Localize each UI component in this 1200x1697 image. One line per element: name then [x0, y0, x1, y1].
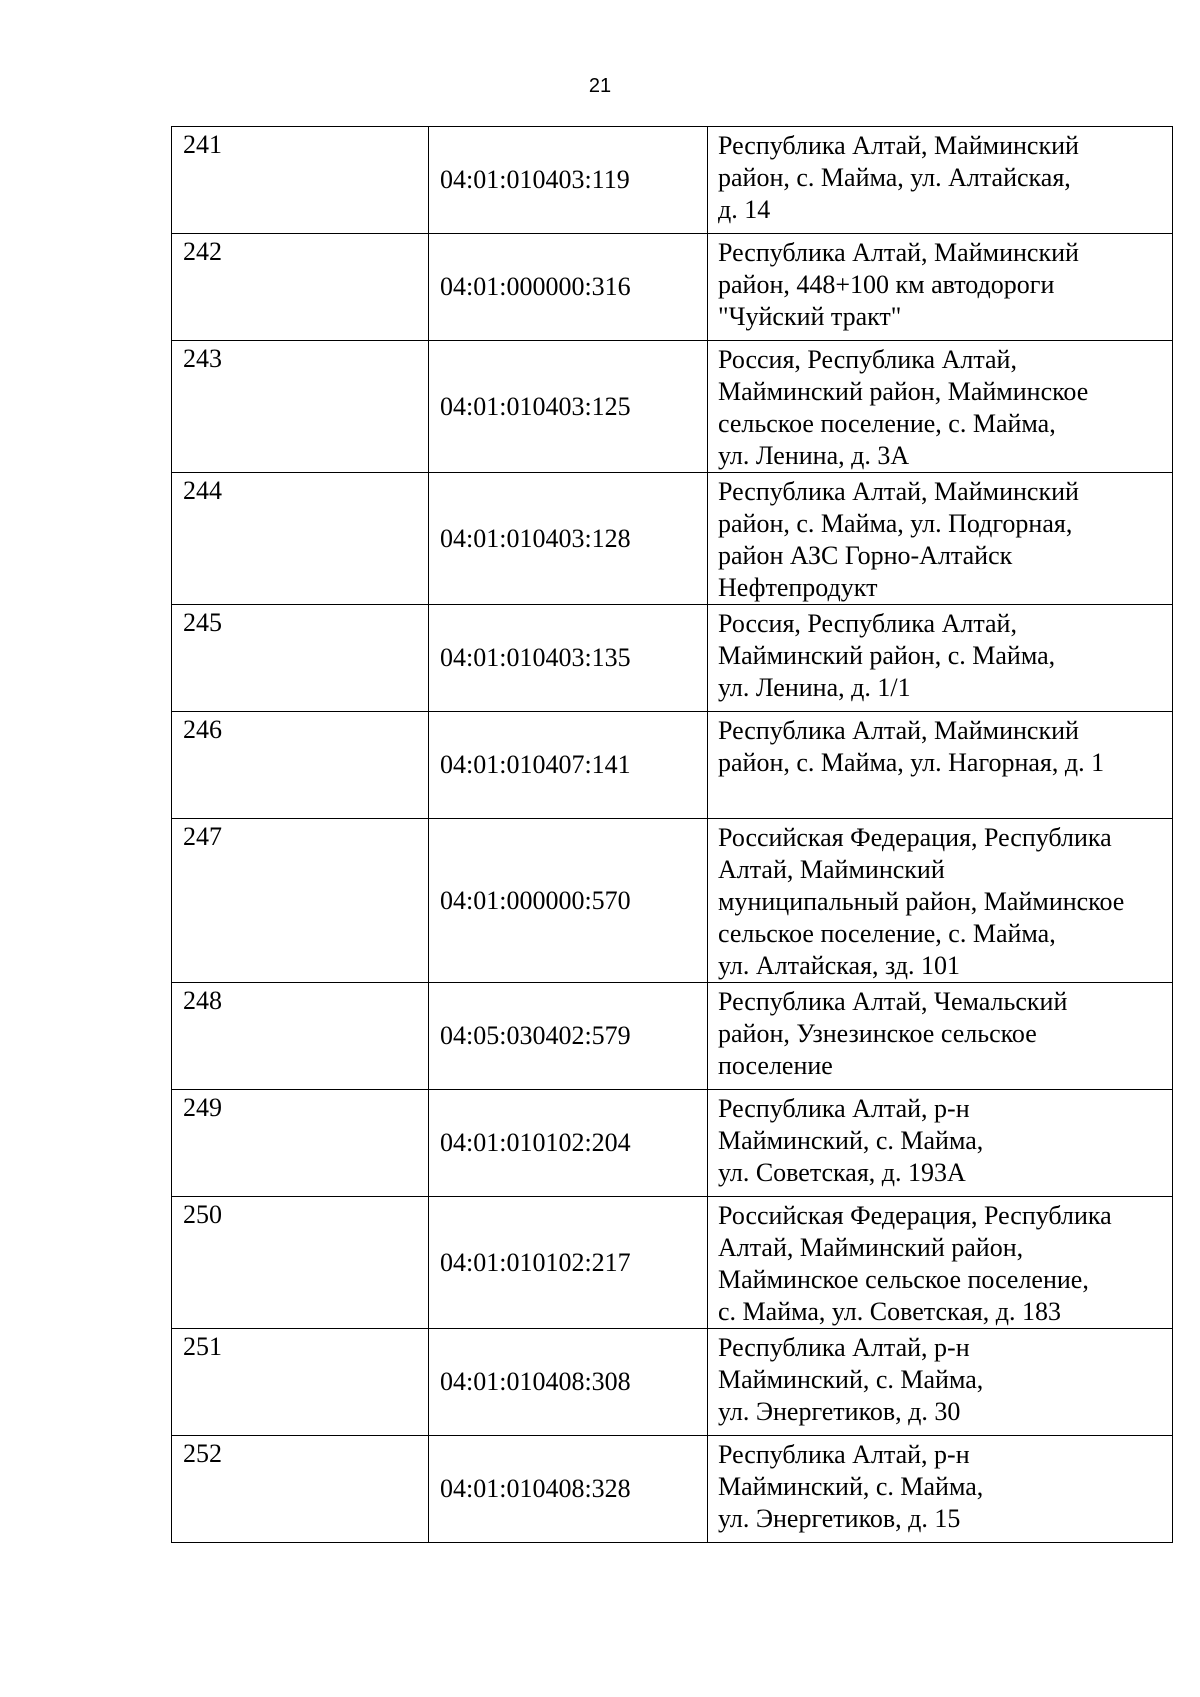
- address-cell: [708, 1436, 1173, 1543]
- address-cell: [708, 127, 1173, 234]
- row-number: 246: [183, 715, 222, 744]
- table-row: [172, 605, 1173, 712]
- address-line: Республика Алтай, Майминский: [718, 477, 1079, 506]
- address-line: ул. Ленина, д. 1/1: [718, 673, 911, 702]
- address-line: район, с. Майма, ул. Алтайская,: [718, 163, 1071, 192]
- row-number: 242: [183, 237, 222, 266]
- address-line: Алтай, Майминский район,: [718, 1233, 1024, 1262]
- row-number: 243: [183, 344, 222, 373]
- address-line: Россия, Республика Алтай,: [718, 609, 1017, 638]
- address-line: ул. Энергетиков, д. 30: [718, 1397, 961, 1426]
- address-cell: [708, 605, 1173, 712]
- address-line: Майминский, с. Майма,: [718, 1126, 984, 1155]
- cadastral-number: 04:01:010408:328: [429, 1436, 708, 1543]
- cadastral-number: 04:01:010102:217: [429, 1197, 708, 1329]
- address-line: Республика Алтай, р-н: [718, 1333, 970, 1362]
- address-line: Майминский район, с. Майма,: [718, 641, 1056, 670]
- address-line: с. Майма, ул. Советская, д. 183: [718, 1297, 1061, 1326]
- address-line: Республика Алтай, Майминский: [718, 716, 1079, 745]
- table-row: [172, 473, 1173, 605]
- address-cell: [708, 1329, 1173, 1436]
- table-row: [172, 1436, 1173, 1543]
- address-line: ул. Ленина, д. 3А: [718, 441, 910, 470]
- address-line: ул. Советская, д. 193А: [718, 1158, 966, 1187]
- row-number-cell: [172, 473, 429, 605]
- table-row: [172, 819, 1173, 983]
- cadastral-number: 04:01:010102:204: [429, 1090, 708, 1197]
- table-row: [172, 1090, 1173, 1197]
- address-line: Республика Алтай, Чемальский: [718, 987, 1068, 1016]
- row-number-cell: [172, 712, 429, 819]
- address-line: ул. Алтайская, зд. 101: [718, 951, 961, 980]
- address-line: район, Узнезинское сельское: [718, 1019, 1037, 1048]
- address-line: Майминский, с. Майма,: [718, 1365, 984, 1394]
- address-line: район, 448+100 км автодороги: [718, 270, 1055, 299]
- address-line: Республика Алтай, Майминский: [718, 238, 1079, 267]
- row-number: 252: [183, 1439, 222, 1468]
- table-row: [172, 127, 1173, 234]
- row-number-cell: [172, 234, 429, 341]
- cadastral-number: 04:01:000000:316: [429, 234, 708, 341]
- address-cell: [708, 712, 1173, 819]
- cadastral-number: 04:01:010403:135: [429, 605, 708, 712]
- table-row: [172, 712, 1173, 819]
- address-cell: [708, 1090, 1173, 1197]
- row-number-cell: [172, 605, 429, 712]
- page-number: 21: [588, 75, 612, 97]
- address-line: Майминский, с. Майма,: [718, 1472, 984, 1501]
- address-cell: [708, 819, 1173, 983]
- row-number: 247: [183, 822, 222, 851]
- row-number-cell: [172, 1090, 429, 1197]
- land-plot-table: [171, 126, 1173, 1543]
- address-line: "Чуйский тракт": [718, 302, 902, 331]
- address-line: Майминский район, Майминское: [718, 377, 1089, 406]
- cadastral-number: 04:01:010403:128: [429, 473, 708, 605]
- table-row: [172, 983, 1173, 1090]
- address-line: сельское поселение, с. Майма,: [718, 409, 1056, 438]
- row-number: 251: [183, 1332, 222, 1361]
- row-number: 245: [183, 608, 222, 637]
- address-line: д. 14: [718, 195, 771, 224]
- address-cell: [708, 234, 1173, 341]
- table-body: [172, 127, 1173, 1543]
- row-number-cell: [172, 1329, 429, 1436]
- address-line: район, с. Майма, ул. Подгорная,: [718, 509, 1073, 538]
- address-line: Российская Федерация, Республика: [718, 1201, 1112, 1230]
- row-number: 241: [183, 130, 222, 159]
- address-cell: [708, 341, 1173, 473]
- address-line: Республика Алтай, р-н: [718, 1094, 970, 1123]
- row-number-cell: [172, 983, 429, 1090]
- row-number: 250: [183, 1200, 222, 1229]
- row-number: 249: [183, 1093, 222, 1122]
- row-number-cell: [172, 1197, 429, 1329]
- cadastral-number: 04:01:000000:570: [429, 819, 708, 983]
- address-line: Республика Алтай, Майминский: [718, 131, 1079, 160]
- address-line: район, с. Майма, ул. Нагорная, д. 1: [718, 748, 1105, 777]
- cadastral-number: 04:01:010403:125: [429, 341, 708, 473]
- address-line: сельское поселение, с. Майма,: [718, 919, 1056, 948]
- row-number: 248: [183, 986, 222, 1015]
- address-line: Республика Алтай, р-н: [718, 1440, 970, 1469]
- cadastral-number: 04:05:030402:579: [429, 983, 708, 1090]
- address-line: район АЗС Горно-Алтайск: [718, 541, 1013, 570]
- row-number-cell: [172, 1436, 429, 1543]
- table-row: [172, 1329, 1173, 1436]
- address-line: муниципальный район, Майминское: [718, 887, 1125, 916]
- table-row: [172, 341, 1173, 473]
- cadastral-number: 04:01:010407:141: [429, 712, 708, 819]
- address-line: Российская Федерация, Республика: [718, 823, 1112, 852]
- table-row: [172, 1197, 1173, 1329]
- address-line: Алтай, Майминский: [718, 855, 945, 884]
- row-number: 244: [183, 476, 222, 505]
- address-line: поселение: [718, 1051, 833, 1080]
- address-cell: [708, 983, 1173, 1090]
- table-row: [172, 234, 1173, 341]
- address-line: Нефтепродукт: [718, 573, 878, 602]
- row-number-cell: [172, 819, 429, 983]
- address-line: Россия, Республика Алтай,: [718, 345, 1017, 374]
- address-line: ул. Энергетиков, д. 15: [718, 1504, 961, 1533]
- row-number-cell: [172, 127, 429, 234]
- address-cell: [708, 1197, 1173, 1329]
- cadastral-number: 04:01:010403:119: [429, 127, 708, 234]
- address-line: Майминское сельское поселение,: [718, 1265, 1089, 1294]
- row-number-cell: [172, 341, 429, 473]
- cadastral-number: 04:01:010408:308: [429, 1329, 708, 1436]
- address-cell: [708, 473, 1173, 605]
